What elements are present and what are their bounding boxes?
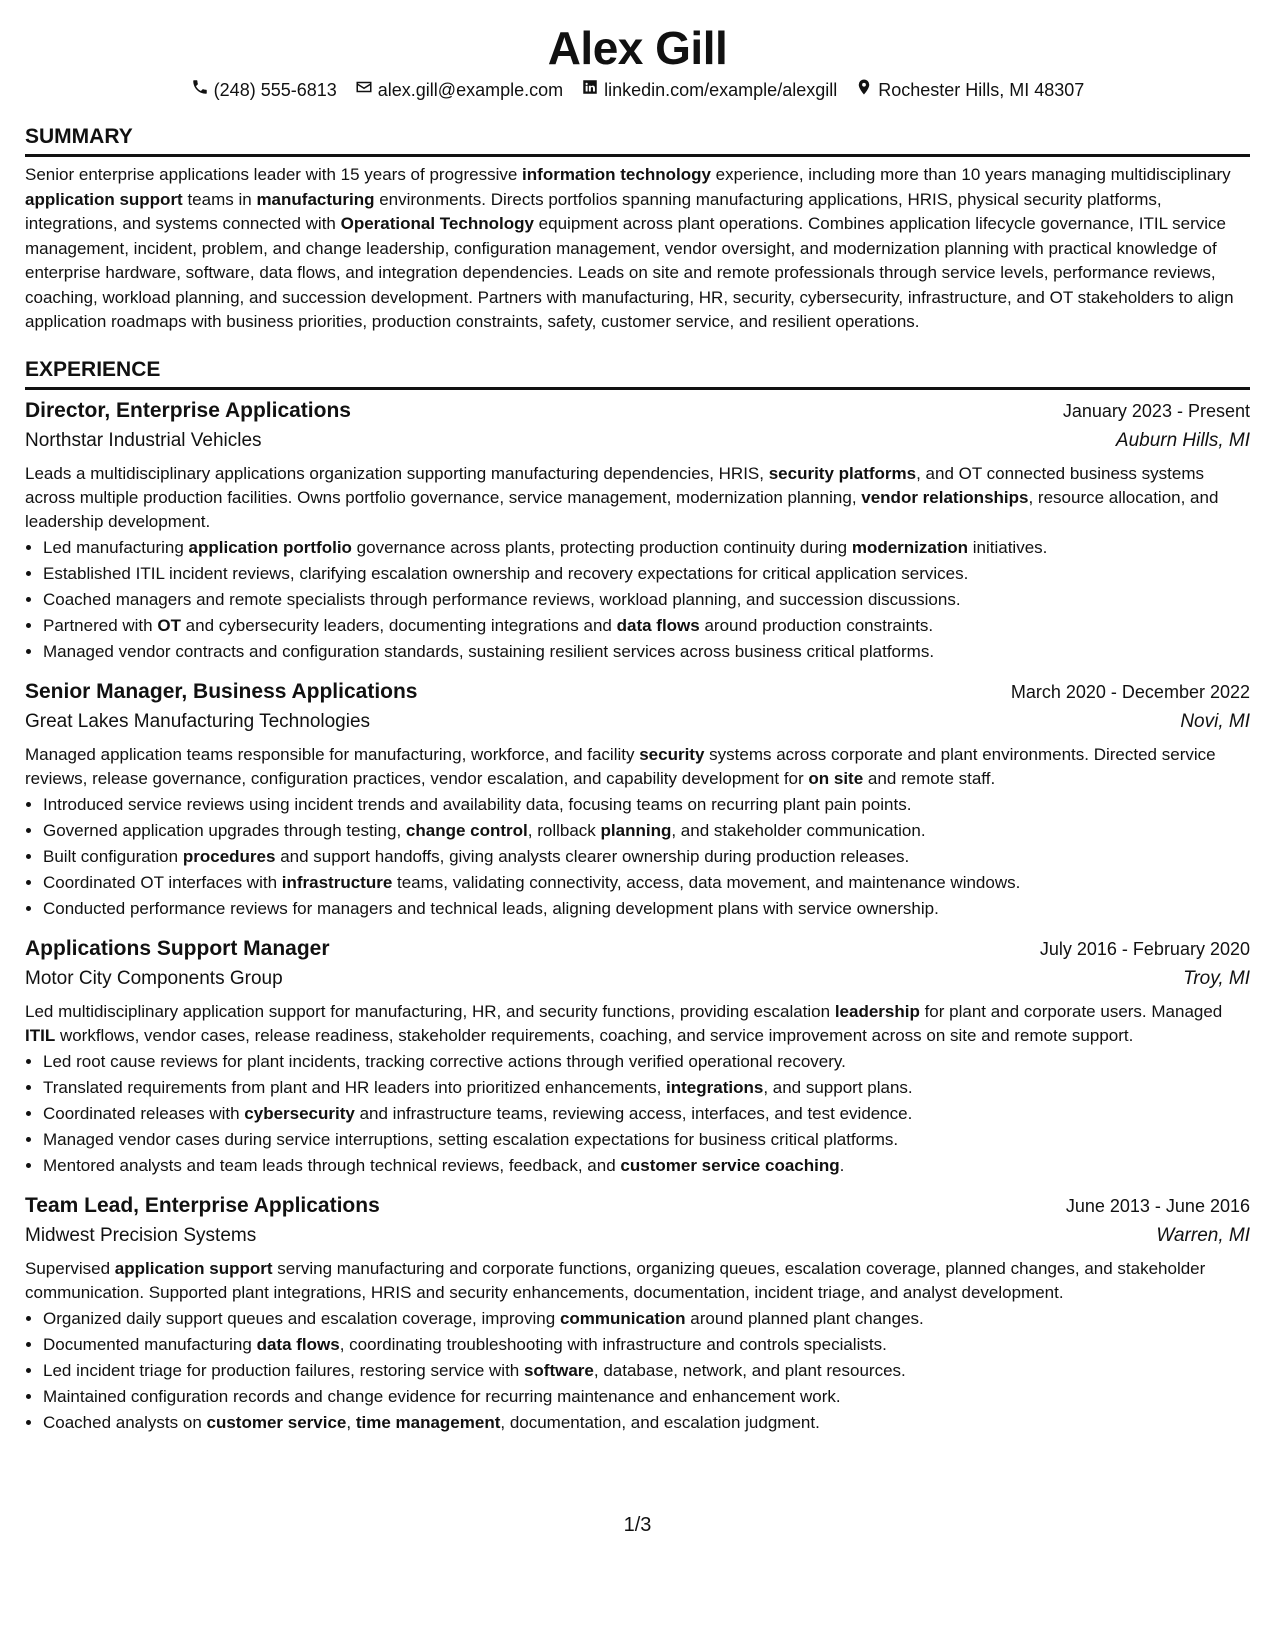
job-entry [25, 934, 1250, 1179]
job-location: Warren, MI [1156, 1224, 1250, 1246]
linkedin-text: linkedin.com/example/alexgill [604, 80, 838, 100]
bullet-item: • Led root cause reviews for plant incidents, tracking corrective actions through verified operational recovery. [43, 1049, 1250, 1075]
phone-icon [191, 78, 209, 102]
job-bullets [25, 1306, 1250, 1436]
bullet-item: • Established ITIL incident reviews, clarifying escalation ownership and recovery expectations for critical application services. [43, 561, 1250, 587]
job-location: Auburn Hills, MI [1115, 429, 1250, 451]
job-dates: July 2016 - February 2020 [1039, 938, 1250, 959]
bullet-item: • Mentored analysts and team leads through technical reviews, feedback, and customer service coaching. [43, 1153, 1250, 1179]
job-title: Senior Manager, Business Applications [25, 679, 418, 703]
bullet-item: • Coached managers and remote specialists through performance reviews, workload planning, and succession discussions. [43, 587, 1250, 613]
bullet-item: • Coordinated releases with cybersecurity and infrastructure teams, reviewing access, interfaces, and test evidence. [43, 1101, 1250, 1127]
job-entry [25, 1191, 1250, 1436]
candidate-name: Alex Gill [547, 22, 728, 74]
job-title: Applications Support Manager [25, 936, 330, 960]
bullet-item: • Led manufacturing application portfolio governance across plants, protecting production continuity during modernization initiatives. [43, 535, 1250, 561]
contact-linkedin[interactable] [581, 78, 837, 102]
location-text: Rochester Hills, MI 48307 [878, 80, 1085, 100]
job-description: Supervised application support serving manufacturing and corporate functions, organizing queues, escalation coverage, planned changes, and stakeholder communication. Supported plant integrations, HRIS and security enhancements, documentation, incident triage, and analyst development. [25, 1258, 1206, 1302]
job-company: Northstar Industrial Vehicles [25, 429, 262, 451]
job-company: Motor City Components Group [25, 967, 283, 989]
contact-phone[interactable] [191, 78, 337, 102]
email-text: alex.gill@example.com [377, 80, 564, 100]
job-description: Managed application teams responsible for manufacturing, workforce, and facility security systems across corporate and plant environments. Directed service reviews, release governance, configuration practices, vendor escalation, and capability development for on site and remote staff. [25, 744, 1216, 788]
job-bullets [25, 535, 1250, 665]
contact-location [855, 78, 1084, 102]
job-location: Troy, MI [1183, 967, 1250, 989]
bullet-item: • Governed application upgrades through testing, change control, rollback planning, and stakeholder communication. [43, 818, 1250, 844]
bullet-item: • Conducted performance reviews for managers and technical leads, aligning development plans with service ownership. [43, 896, 1250, 922]
job-company: Great Lakes Manufacturing Technologies [25, 710, 371, 732]
bullet-item: • Coordinated OT interfaces with infrastructure teams, validating connectivity, access, data movement, and maintenance windows. [43, 870, 1250, 896]
experience-list [25, 396, 1250, 1436]
page-number: 1/3 [623, 1514, 652, 1536]
job-title: Director, Enterprise Applications [25, 398, 351, 422]
linkedin-icon [581, 78, 599, 102]
contact-email[interactable] [355, 78, 563, 102]
resume-page [25, 0, 1250, 1436]
bullet-item: • Managed vendor contracts and configuration standards, sustaining resilient services across business critical platforms. [43, 639, 1250, 665]
job-company: Midwest Precision Systems [25, 1224, 257, 1246]
experience-heading: EXPERIENCE [25, 357, 1250, 390]
job-dates: June 2013 - June 2016 [1065, 1195, 1250, 1216]
bullet-item: • Documented manufacturing data flows, coordinating troubleshooting with infrastructure and controls specialists. [43, 1332, 1250, 1358]
mail-icon [355, 78, 373, 102]
job-dates: March 2020 - December 2022 [1010, 681, 1250, 702]
bullet-item: • Translated requirements from plant and HR leaders into prioritized enhancements, integrations, and support plans. [43, 1075, 1250, 1101]
summary-heading: SUMMARY [25, 124, 1250, 157]
job-entry [25, 677, 1250, 922]
job-bullets [25, 792, 1250, 922]
job-description: Led multidisciplinary application support for manufacturing, HR, and security functions, providing escalation leadership for plant and corporate users. Managed ITIL workflows, vendor cases, release readiness, stakeholder requirements, coaching, and service improvement across on site and remote support. [25, 1001, 1223, 1045]
location-icon [855, 78, 873, 102]
phone-text: (248) 555-6813 [213, 80, 337, 100]
job-dates: January 2023 - Present [1062, 400, 1250, 421]
job-entry [25, 396, 1250, 665]
bullet-item: • Built configuration procedures and support handoffs, giving analysts clearer ownership during production releases. [43, 844, 1250, 870]
bullet-item: • Introduced service reviews using incident trends and availability data, focusing teams on recurring plant pain points. [43, 792, 1250, 818]
job-bullets [25, 1049, 1250, 1179]
bullet-item: • Maintained configuration records and change evidence for recurring maintenance and enhancement work. [43, 1384, 1250, 1410]
bullet-item: • Managed vendor cases during service interruptions, setting escalation expectations for business critical platforms. [43, 1127, 1250, 1153]
job-location: Novi, MI [1180, 710, 1250, 732]
bullet-item: • Led incident triage for production failures, restoring service with software, database, network, and plant resources. [43, 1358, 1250, 1384]
summary-text: Senior enterprise applications leader with 15 years of progressive information technology experience, including more than 10 years managing multidisciplinary application support teams in manufacturing environments. Directs portfolios spanning manufacturing applications, HRIS, physical security platforms, integrations, and systems connected with Operational Technology equipment across plant operations. Combines application lifecycle governance, ITIL service management, incident, problem, and change leadership, configuration management, vendor oversight, and modernization planning with practical knowledge of enterprise hardware, software, data flows, and integration dependencies. Leads on site and remote professionals through service levels, performance reviews, coaching, workload planning, and succession development. Partners with manufacturing, HR, security, cybersecurity, infrastructure, and OT stakeholders to align application roadmaps with business priorities, production constraints, safety, customer service, and resilient operations. [25, 165, 1234, 331]
bullet-item: • Coached analysts on customer service, time management, documentation, and escalation judgment. [43, 1410, 1250, 1436]
contact-bar [25, 78, 1250, 102]
bullet-item: • Partnered with OT and cybersecurity leaders, documenting integrations and data flows around production constraints. [43, 613, 1250, 639]
bullet-item: • Organized daily support queues and escalation coverage, improving communication around planned plant changes. [43, 1306, 1250, 1332]
job-description: Leads a multidisciplinary applications organization supporting manufacturing dependencies, HRIS, security platforms, and OT connected business systems across multiple production facilities. Owns portfolio governance, service management, modernization planning, vendor relationships, resource allocation, and leadership development. [25, 463, 1219, 531]
job-title: Team Lead, Enterprise Applications [25, 1193, 380, 1217]
